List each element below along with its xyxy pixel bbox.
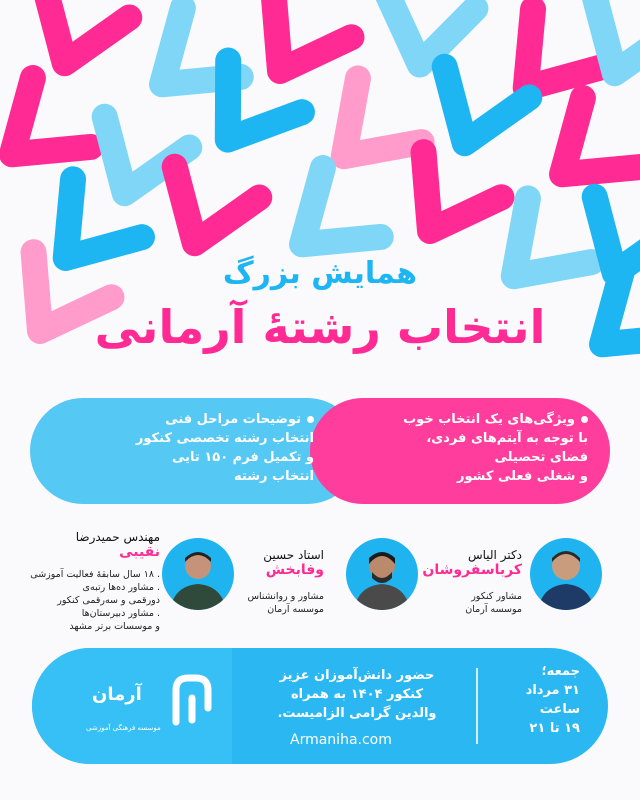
attendance-notice [242,666,472,723]
feature-left-line: توضیحات مراحل فنی [165,412,301,427]
feature-left-line: انتخاب رشته [234,469,314,484]
speaker-surname: نقیبی [119,544,160,560]
speaker-name-naghibi [30,530,160,560]
bullet-icon [307,416,314,423]
event-info-banner [32,648,608,764]
event-date-value: ۳۱ مرداد [525,683,580,698]
website-link[interactable]: Armaniha.com [290,732,392,748]
feature-left-line: انتخاب رشته تخصصی کنکور [135,431,314,446]
speaker-desc-line: . مشاور ده‌ها رتبه‌ی [82,582,160,593]
feature-right-line: فضای تحصیلی [494,450,588,465]
speaker-desc-naghibi [10,568,160,633]
bullet-icon [581,416,588,423]
features-right-text [328,410,588,486]
speaker-desc-line: . ۱۸ سال سابقهٔ فعالیت آموزشی [30,569,160,580]
speaker-desc-line: موسسه آرمان [267,604,324,615]
speaker-name-vafabakhsh [234,548,324,578]
event-subtitle: همایش بزرگ [222,256,418,291]
speaker-desc-line: . مشاور دبیرستان‌ها [81,608,160,619]
speaker-photo-naghibi [162,538,234,610]
speaker-photo-karbasforoushan [530,538,602,610]
speaker-title: دکتر الیاس [467,548,522,562]
speaker-title: مهندس حمیدرضا [75,530,160,544]
logo-subtitle: موسسه فرهنگی آموزشی [86,724,161,732]
event-date [470,662,580,738]
speaker-desc-karbasforoushan [412,590,522,616]
speaker-photo-vafabakhsh [346,538,418,610]
event-time-label: ساعت [539,702,580,717]
speaker-desc-vafabakhsh [224,590,324,616]
speaker-desc-line: مشاور و روانشناس [247,591,324,602]
speaker-surname: کرباسفروشان [422,562,522,578]
speaker-surname: وفابخش [265,562,324,578]
feature-right-line: با توجه به آیتم‌های فردی، [426,431,588,446]
arman-logo-icon [162,664,222,734]
speaker-desc-line: دورقمی و سه‌رقمی کنکور [57,595,160,606]
speaker-desc-line: و موسسات برتر مشهد [69,621,160,632]
feature-right-line: و شغلی فعلی کشور [457,469,588,484]
speaker-title: استاد حسین [263,548,324,562]
speaker-desc-line: مشاور کنکور [471,591,522,602]
event-title: انتخاب رشتهٔ آرمانی [94,300,546,354]
event-time: ۱۹ تا ۲۱ [529,721,580,736]
notice-line: کنکور ۱۴۰۴ به همراه [290,687,424,702]
speaker-desc-line: موسسه آرمان [465,604,522,615]
feature-left-line: و تکمیل فرم ۱۵۰ تایی [172,450,314,465]
event-day: جمعه؛ [541,664,580,679]
logo-wordmark: آرمان [92,684,142,705]
notice-line: حضور دانش‌آموزان عزیز [279,668,435,683]
features-left-text [90,410,314,486]
speaker-name-karbasforoushan [412,548,522,578]
feature-right-line: ویژگی‌های یک انتخاب خوب [403,412,575,427]
notice-line: والدین گرامی الزامیست. [277,706,437,721]
features-banner [30,398,610,504]
